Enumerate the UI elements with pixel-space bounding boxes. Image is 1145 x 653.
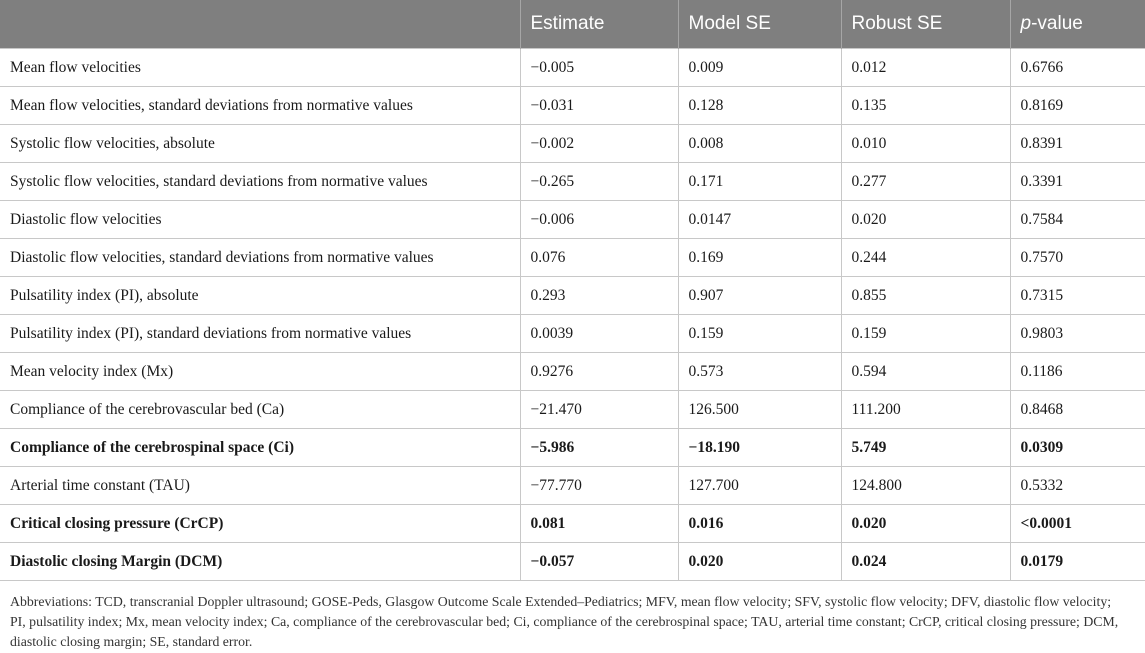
cell-model-se: 0.016: [678, 505, 841, 543]
row-label: Systolic flow velocities, standard deviations from normative values: [0, 163, 520, 201]
cell-p-value: 0.3391: [1010, 163, 1145, 201]
cell-model-se: 0.0147: [678, 201, 841, 239]
row-label: Pulsatility index (PI), standard deviations from normative values: [0, 315, 520, 353]
cell-robust-se: 0.159: [841, 315, 1010, 353]
header-p-italic: p: [1020, 13, 1032, 34]
cell-robust-se: 124.800: [841, 467, 1010, 505]
cell-estimate: 0.076: [520, 239, 678, 277]
table-row: [0, 163, 1145, 201]
cell-p-value: 0.7584: [1010, 201, 1145, 239]
table-row: [0, 49, 1145, 87]
header-model-se: Model SE: [678, 0, 841, 49]
cell-p-value: 0.9803: [1010, 315, 1145, 353]
cell-estimate: −21.470: [520, 391, 678, 429]
cell-p-value: 0.8169: [1010, 87, 1145, 125]
row-label: Compliance of the cerebrovascular bed (Ca): [0, 391, 520, 429]
table-row: [0, 391, 1145, 429]
cell-p-value: <0.0001: [1010, 505, 1145, 543]
cell-model-se: 0.171: [678, 163, 841, 201]
cell-p-value: 0.7570: [1010, 239, 1145, 277]
cell-robust-se: 111.200: [841, 391, 1010, 429]
row-label: Pulsatility index (PI), absolute: [0, 277, 520, 315]
cell-p-value: 0.0179: [1010, 543, 1145, 581]
cell-robust-se: 0.020: [841, 201, 1010, 239]
cell-p-value: 0.5332: [1010, 467, 1145, 505]
cell-estimate: −0.265: [520, 163, 678, 201]
cell-robust-se: 0.244: [841, 239, 1010, 277]
table-row: [0, 277, 1145, 315]
header-label: [0, 0, 520, 49]
cell-estimate: −0.057: [520, 543, 678, 581]
cell-p-value: 0.1186: [1010, 353, 1145, 391]
cell-estimate: 0.0039: [520, 315, 678, 353]
table-row: [0, 239, 1145, 277]
row-label: Mean flow velocities, standard deviations from normative values: [0, 87, 520, 125]
cell-model-se: 0.573: [678, 353, 841, 391]
cell-model-se: 0.159: [678, 315, 841, 353]
cell-model-se: 127.700: [678, 467, 841, 505]
cell-p-value: 0.0309: [1010, 429, 1145, 467]
row-label: Mean flow velocities: [0, 49, 520, 87]
table-body: [0, 49, 1145, 581]
table-row: [0, 125, 1145, 163]
cell-robust-se: 0.010: [841, 125, 1010, 163]
cell-estimate: 0.081: [520, 505, 678, 543]
row-label: Compliance of the cerebrospinal space (Ci): [0, 429, 520, 467]
cell-p-value: 0.8468: [1010, 391, 1145, 429]
cell-model-se: 0.008: [678, 125, 841, 163]
cell-robust-se: 0.012: [841, 49, 1010, 87]
cell-model-se: 0.009: [678, 49, 841, 87]
cell-p-value: 0.6766: [1010, 49, 1145, 87]
cell-estimate: 0.293: [520, 277, 678, 315]
cell-estimate: 0.9276: [520, 353, 678, 391]
header-p-value: [1010, 0, 1145, 49]
cell-estimate: −77.770: [520, 467, 678, 505]
table-row: [0, 201, 1145, 239]
cell-robust-se: 0.020: [841, 505, 1010, 543]
cell-model-se: 0.907: [678, 277, 841, 315]
cell-robust-se: 0.855: [841, 277, 1010, 315]
table-row: [0, 87, 1145, 125]
cell-estimate: −0.002: [520, 125, 678, 163]
row-label: Diastolic flow velocities, standard deviations from normative values: [0, 239, 520, 277]
header-row: [0, 0, 1145, 49]
table-row: [0, 429, 1145, 467]
row-label: Systolic flow velocities, absolute: [0, 125, 520, 163]
table-row: [0, 543, 1145, 581]
cell-model-se: 126.500: [678, 391, 841, 429]
row-label: Arterial time constant (TAU): [0, 467, 520, 505]
cell-robust-se: 5.749: [841, 429, 1010, 467]
row-label: Diastolic flow velocities: [0, 201, 520, 239]
cell-model-se: −18.190: [678, 429, 841, 467]
cell-estimate: −0.005: [520, 49, 678, 87]
table-row: [0, 505, 1145, 543]
row-label: Critical closing pressure (CrCP): [0, 505, 520, 543]
cell-estimate: −0.031: [520, 87, 678, 125]
table-row: [0, 467, 1145, 505]
header-robust-se: Robust SE: [841, 0, 1010, 49]
header-p-suffix: -value: [1031, 13, 1083, 34]
cell-robust-se: 0.024: [841, 543, 1010, 581]
abbreviations-footnote: Abbreviations: TCD, transcranial Doppler ultrasound; GOSE-Peds, Glasgow Outcome Scale Extended–Pediatrics; MFV, mean flow velocity; SFV, systolic flow velocity; DFV, diastolic flow velocity; PI, pulsatility index; Mx, mean velocity index; Ca, compliance of the cerebrovascular bed; Ci, compliance of the cerebrospinal space; TAU, arterial time constant; CrCP, critical closing pressure; DCM, diastolic closing margin; SE, standard error.: [10, 594, 1119, 649]
cell-p-value: 0.8391: [1010, 125, 1145, 163]
cell-model-se: 0.128: [678, 87, 841, 125]
cell-robust-se: 0.277: [841, 163, 1010, 201]
header-estimate: Estimate: [520, 0, 678, 49]
cell-model-se: 0.169: [678, 239, 841, 277]
row-label: Mean velocity index (Mx): [0, 353, 520, 391]
cell-p-value: 0.7315: [1010, 277, 1145, 315]
cell-robust-se: 0.135: [841, 87, 1010, 125]
cell-model-se: 0.020: [678, 543, 841, 581]
cell-robust-se: 0.594: [841, 353, 1010, 391]
cell-estimate: −5.986: [520, 429, 678, 467]
cell-estimate: −0.006: [520, 201, 678, 239]
row-label: Diastolic closing Margin (DCM): [0, 543, 520, 581]
table-row: [0, 315, 1145, 353]
table-row: [0, 353, 1145, 391]
